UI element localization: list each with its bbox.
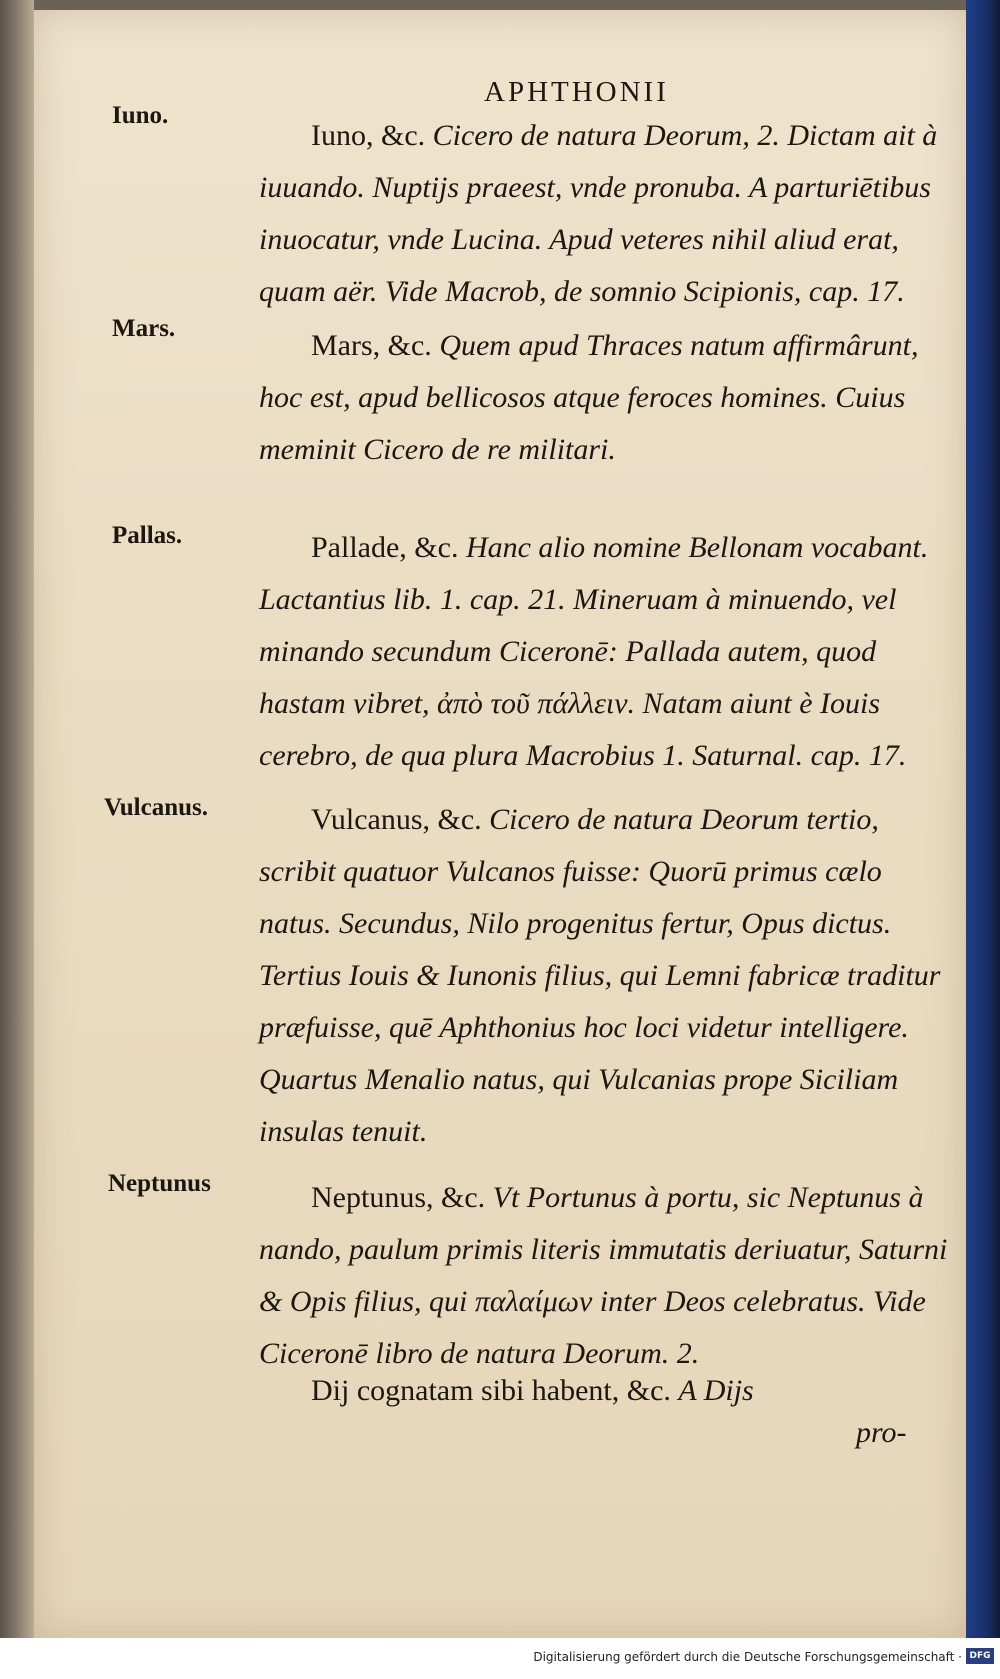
entry-iuno: [259, 110, 959, 318]
footer-bar: [0, 1638, 1000, 1679]
margin-note-mars: Mars.: [112, 315, 176, 342]
margin-note-vulcanus: Vulcanus.: [104, 794, 208, 821]
margin-note-neptunus: Neptunus: [108, 1170, 211, 1197]
scan-left-edge: [0, 0, 34, 1638]
entry-dij: [259, 1365, 959, 1417]
lemma: Dij cognatam sibi habent, &c.: [311, 1374, 671, 1407]
margin-note-pallas: Pallas.: [112, 522, 183, 549]
lemma: Neptunus, &c.: [311, 1181, 486, 1214]
gloss: A Dijs: [678, 1374, 754, 1407]
scan-top-edge: [0, 0, 1000, 10]
lemma: Pallade, &c.: [311, 531, 459, 564]
lemma: Vulcanus, &c.: [311, 803, 482, 836]
running-head: APHTHONII: [484, 76, 669, 108]
entry-neptunus: [259, 1172, 959, 1380]
lemma: Iuno, &c.: [311, 119, 426, 152]
catchword: pro-: [856, 1416, 907, 1449]
entry-vulcanus: [259, 794, 959, 1158]
entry-pallas: [259, 522, 959, 782]
gloss: Hanc alio nomine Bellonam vocabant. Lactantius lib. 1. cap. 21. Mineruam à minuendo, vel minando secundum Ciceronē: Pallada autem, quod hastam vibret, ἀπὸ τοῦ πάλλειν. Natam aiunt è Iouis cerebro, de qua plura Macrobius 1. Saturnal. cap. 17.: [259, 531, 929, 772]
gloss: Vt Portunus à portu, sic Neptunus à nando, paulum primis literis immutatis deriuatur, Saturni & Opis filius, qui παλαίμων inter Deos celebratus. Vide Ciceronē libro de natura Deorum. 2.: [259, 1181, 948, 1370]
dfg-logo-icon: DFG: [966, 1648, 994, 1664]
entry-mars: [259, 320, 959, 476]
gloss: Cicero de natura Deorum, 2. Dictam ait à iuuando. Nuptijs praeest, vnde pronuba. A parturiētibus inuocatur, vnde Lucina. Apud veteres nihil aliud erat, quam aër. Vide Macrob, de somnio Scipionis, cap. 17.: [259, 119, 938, 308]
margin-note-iuno: Iuno.: [112, 102, 169, 129]
gloss: Cicero de natura Deorum tertio, scribit quatuor Vulcanos fuisse: Quorū primus cælo natus. Secundus, Nilo progenitus fertur, Opus dictus. Tertius Iouis & Iunonis filius, qui Lemni fabricæ traditur præfuisse, quē Aphthonius hoc loci videtur intelligere. Quartus Menalio natus, qui Vulcanias prope Siciliam insulas tenuit.: [259, 803, 941, 1148]
gloss: Quem apud Thraces natum affirmârunt, hoc est, apud bellicosos atque feroces homines. Cuius meminit Cicero de re militari.: [259, 329, 919, 466]
lemma: Mars, &c.: [311, 329, 432, 362]
scan-right-edge: [966, 0, 1000, 1638]
book-page: [34, 10, 966, 1638]
funding-credit: Digitalisierung gefördert durch die Deutsche Forschungsgemeinschaft ·: [533, 1650, 962, 1664]
